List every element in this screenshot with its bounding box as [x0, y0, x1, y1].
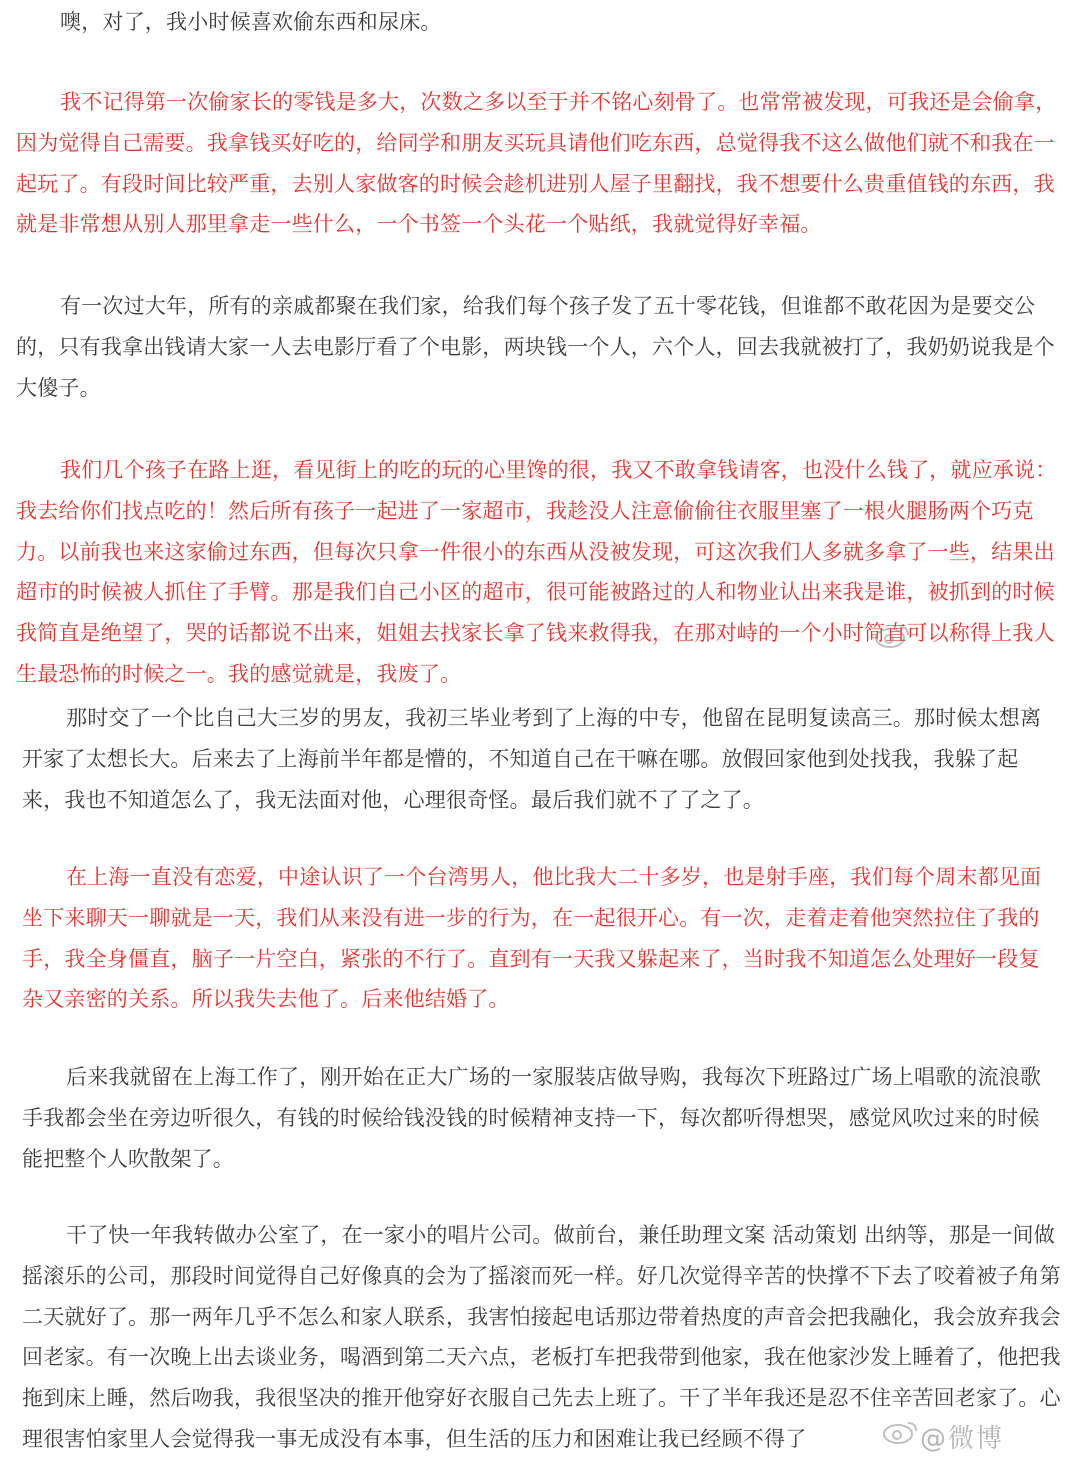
paragraph-8: 干了快一年我转做办公室了，在一家小的唱片公司。做前台，兼任助理文案 活动策划 出纳等，那是一间做摇滚乐的公司，那段时间觉得自己好像真的会为了摇滚而死一样。好几次觉得辛苦的快撑不下去了咬着被子角第二天就好了。那一两年几乎不怎么和家人联系，我害怕接起电话那边带着热度的声音会把我融化，我会放弃我会回老家。有一次晚上出去谈业务，喝酒到第二天六点，老板打车把我带到他家，我在他家沙发上睡着了，他把我拖到床上睡，然后吻我，我很坚决的推开他穿好衣服自己先去上班了。干了半年我还是忍不住辛苦回老家了。心理很害怕家里人会觉得我一事无成没有本事，但生活的压力和困难让我已经顾不得了: [22, 1223, 1061, 1451]
weibo-logo-icon: [872, 622, 912, 650]
weibo-watermark-logo-icon: [880, 1418, 920, 1446]
paragraph-1: 噢，对了，我小时候喜欢偷东西和尿床。: [60, 10, 442, 34]
paragraph-5: 那时交了一个比自己大三岁的男友，我初三毕业考到了上海的中专，他留在昆明复读高三。那时候太想离开家了太想长大。后来去了上海前半年都是懵的，不知道自己在干嘛在哪。放假回家他到处找我，我躲了起来，我也不知道怎么了，我无法面对他，心理很奇怪。最后我们就不了了之了。: [22, 706, 1042, 812]
paragraph-7: 后来我就留在上海工作了，刚开始在正大广场的一家服装店做导购，我每次下班路过广场上唱歌的流浪歌手我都会坐在旁边听很久，有钱的时候给钱没钱的时候精神支持一下，每次都听得想哭，感觉风吹过来的时候能把整个人吹散架了。: [22, 1065, 1042, 1171]
paragraph-2: 我不记得第一次偷家长的零钱是多大，次数之多以至于并不铭心刻骨了。也常常被发现，可我还是会偷拿，因为觉得自己需要。我拿钱买好吃的，给同学和朋友买玩具请他们吃东西，总觉得我不这么做他们就不和我在一起玩了。有段时间比较严重，去别人家做客的时候会趁机进别人屋子里翻找，我不想要什么贵重值钱的东西，我就是非常想从别人那里拿走一些什么，一个书签一个头花一个贴纸，我就觉得好幸福。: [16, 90, 1057, 237]
weibo-watermark: @微博: [920, 1424, 1005, 1454]
paragraph-6: 在上海一直没有恋爱，中途认识了一个台湾男人，他比我大二十多岁，也是射手座，我们每个周末都见面坐下来聊天一聊就是一天，我们从来没有进一步的行为，在一起很开心。有一次，走着走着他突然拉住了我的手，我全身僵直，脑子一片空白，紧张的不行了。直到有一天我又躲起来了，当时我不知道怎么处理好一段复杂又亲密的关系。所以我失去他了。后来他结婚了。: [22, 865, 1042, 1012]
paragraph-4: 我们几个孩子在路上逛，看见街上的吃的玩的心里馋的很，我又不敢拿钱请客，也没什么钱了，就应承说：我去给你们找点吃的！然后所有孩子一起进了一家超市，我趁没人注意偷偷往衣服里塞了一根火腿肠两个巧克力。以前我也来这家偷过东西，但每次只拿一件很小的东西从没被发现，可这次我们人多就多拿了一些，结果出超市的时候被人抓住了手臂。那是我们自己小区的超市，很可能被路过的人和物业认出来我是谁，被抓到的时候我简直是绝望了，哭的话都说不出来，姐姐去找家长拿了钱来救得我，在那对峙的一个小时简直可以称得上我人生最恐怖的时候之一。我的感觉就是，我废了。: [16, 458, 1057, 686]
paragraph-3: 有一次过大年，所有的亲戚都聚在我们家，给我们每个孩子发了五十零花钱，但谁都不敢花因为是要交公的，只有我拿出钱请大家一人去电影厅看了个电影，两块钱一个人，六个人，回去我就被打了，我奶奶说我是个大傻子。: [16, 294, 1055, 400]
